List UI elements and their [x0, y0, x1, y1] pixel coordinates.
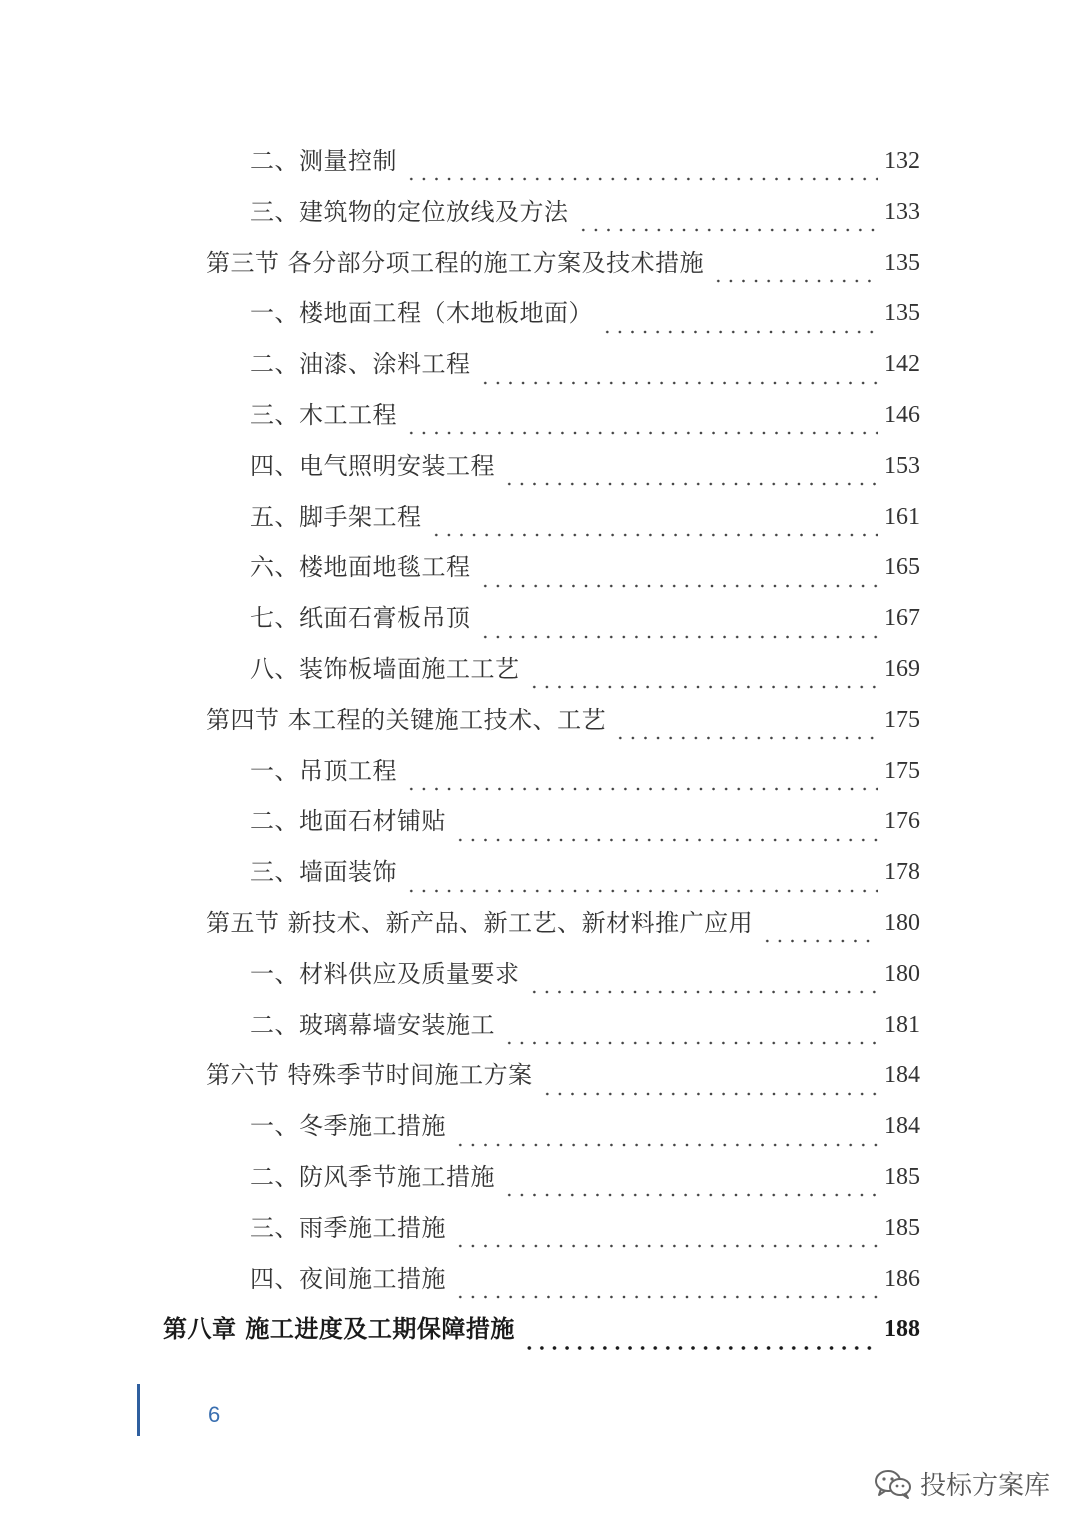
toc-page-number: 175	[884, 757, 920, 784]
dot-leader	[614, 711, 878, 741]
toc-row[interactable]	[0, 1304, 1080, 1355]
toc-page-number: 175	[884, 706, 920, 733]
toc-row[interactable]	[0, 898, 1080, 949]
toc-page-number: 146	[884, 401, 920, 428]
toc-page-number: 161	[884, 503, 920, 530]
toc-page-number: 176	[884, 808, 920, 835]
page-number: 6	[208, 1402, 221, 1427]
toc-row[interactable]	[0, 847, 1080, 898]
dot-leader	[479, 610, 879, 640]
dot-leader	[430, 508, 879, 538]
dot-leader	[761, 914, 878, 944]
dot-leader	[503, 457, 878, 487]
dot-leader	[503, 1168, 878, 1198]
toc-entry-label: 三、木工工程	[250, 400, 397, 429]
table-of-contents	[0, 136, 1080, 1355]
toc-page-number: 185	[884, 1214, 920, 1241]
toc-entry-label: 三、建筑物的定位放线及方法	[250, 197, 569, 226]
toc-row[interactable]	[0, 1254, 1080, 1305]
dot-leader	[405, 864, 878, 894]
toc-entry-label: 二、测量控制	[250, 147, 397, 175]
dot-leader	[454, 813, 878, 843]
page-accent-bar	[137, 1384, 140, 1436]
toc-entry-label: 一、冬季施工措施	[250, 1112, 446, 1141]
wechat-icon	[874, 1468, 912, 1500]
toc-entry-label: 一、吊顶工程	[250, 756, 397, 785]
dot-leader	[454, 1270, 878, 1300]
toc-entry-label: 二、防风季节施工措施	[250, 1162, 495, 1191]
toc-page-number: 185	[884, 1163, 920, 1190]
toc-row[interactable]	[0, 796, 1080, 847]
toc-page-number: 169	[884, 655, 920, 682]
toc-page-number: 153	[884, 452, 920, 479]
toc-entry-label: 第五节 新技术、新产品、新工艺、新材料推广应用	[206, 908, 754, 937]
toc-entry-label: 一、楼地面工程（木地板地面）	[250, 299, 593, 328]
toc-entry-label: 六、楼地面地毯工程	[250, 553, 471, 582]
toc-page-number: 135	[884, 249, 920, 276]
toc-row[interactable]	[0, 644, 1080, 695]
toc-row[interactable]	[0, 949, 1080, 1000]
dot-leader	[503, 1016, 878, 1046]
toc-page-number: 180	[884, 909, 920, 936]
toc-entry-label: 七、纸面石膏板吊顶	[250, 604, 471, 633]
toc-entry-label: 三、墙面装饰	[250, 858, 397, 887]
toc-row[interactable]	[0, 492, 1080, 543]
toc-page-number: 181	[884, 1011, 920, 1038]
toc-page-number: 142	[884, 351, 920, 378]
toc-entry-label: 四、电气照明安装工程	[250, 451, 495, 480]
dot-leader	[528, 660, 879, 690]
toc-row[interactable]	[0, 1203, 1080, 1254]
toc-page-number: 184	[884, 1062, 920, 1089]
toc-entry-label: 二、地面石材铺贴	[250, 807, 446, 836]
dot-leader	[479, 356, 879, 386]
toc-row[interactable]	[0, 542, 1080, 593]
toc-entry-label: 三、雨季施工措施	[250, 1213, 446, 1242]
dot-leader	[577, 203, 879, 233]
toc-row[interactable]	[0, 390, 1080, 441]
toc-page-number: 133	[884, 198, 920, 225]
dot-leader	[405, 152, 878, 182]
dot-leader	[712, 254, 878, 284]
dot-leader	[479, 559, 879, 589]
toc-row[interactable]	[0, 593, 1080, 644]
dot-leader	[454, 1219, 878, 1249]
toc-row[interactable]	[0, 339, 1080, 390]
toc-page-number: 135	[884, 300, 920, 327]
toc-entry-label: 一、材料供应及质量要求	[250, 959, 520, 988]
toc-entry-label: 二、玻璃幕墙安装施工	[250, 1010, 495, 1039]
toc-entry-label: 第三节 各分部分项工程的施工方案及技术措施	[206, 248, 705, 277]
toc-row[interactable]	[0, 1101, 1080, 1152]
dot-leader	[601, 305, 878, 335]
toc-row[interactable]	[0, 136, 1080, 187]
toc-page-number: 167	[884, 605, 920, 632]
toc-entry-label: 五、脚手架工程	[250, 502, 422, 531]
dot-leader	[454, 1118, 878, 1148]
dot-leader	[528, 965, 879, 995]
toc-row[interactable]	[0, 1000, 1080, 1051]
toc-row[interactable]	[0, 1050, 1080, 1101]
toc-row[interactable]	[0, 238, 1080, 289]
toc-entry-label: 第四节 本工程的关键施工技术、工艺	[206, 705, 607, 734]
toc-entry-label: 第六节 特殊季节时间施工方案	[206, 1061, 533, 1090]
toc-page-number: 178	[884, 859, 920, 886]
toc-row[interactable]	[0, 1152, 1080, 1203]
toc-entry-label: 第八章 施工进度及工期保障措施	[163, 1314, 515, 1344]
toc-page-number: 184	[884, 1113, 920, 1140]
toc-page-number: 180	[884, 960, 920, 987]
toc-row[interactable]	[0, 288, 1080, 339]
toc-page-number: 165	[884, 554, 920, 581]
dot-leader	[523, 1321, 878, 1351]
dot-leader	[541, 1067, 878, 1097]
toc-entry-label: 四、夜间施工措施	[250, 1264, 446, 1293]
toc-row[interactable]	[0, 441, 1080, 492]
dot-leader	[405, 406, 878, 436]
toc-entry-label: 二、油漆、涂料工程	[250, 350, 471, 379]
toc-row[interactable]	[0, 187, 1080, 238]
watermark-text: 投标方案库	[919, 1471, 1050, 1501]
toc-page-number: 188	[884, 1316, 920, 1343]
toc-row[interactable]	[0, 746, 1080, 797]
dot-leader	[405, 762, 878, 792]
toc-entry-label: 八、装饰板墙面施工工艺	[250, 654, 520, 683]
toc-page-number: 132	[884, 148, 920, 174]
toc-page-number: 186	[884, 1265, 920, 1292]
watermark	[874, 1465, 1050, 1502]
toc-row[interactable]	[0, 695, 1080, 746]
